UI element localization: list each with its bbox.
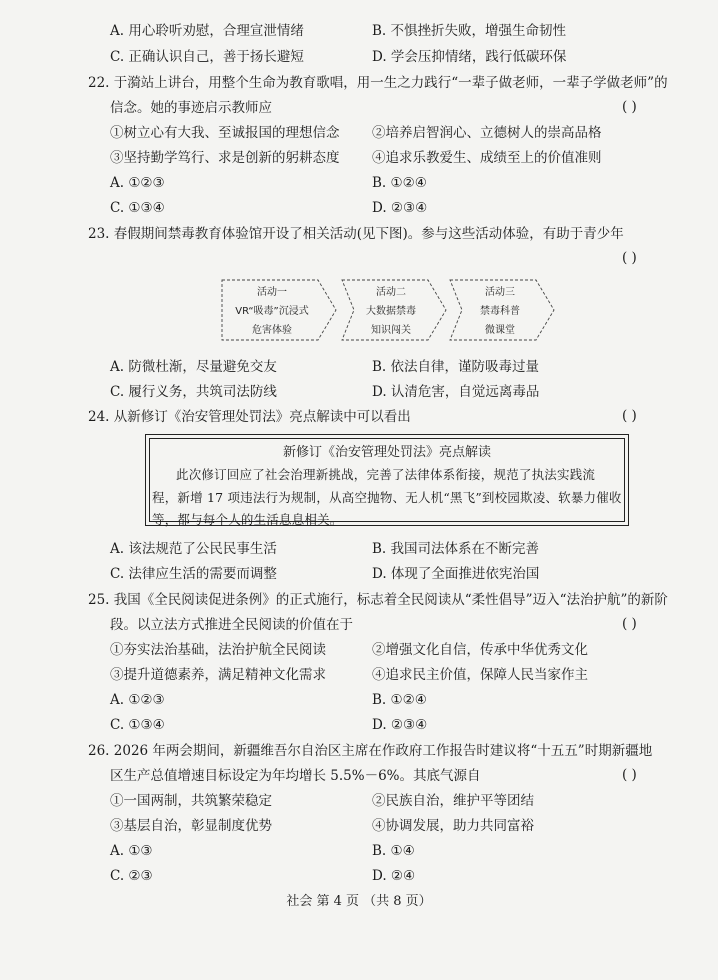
q25-option-d: D. ②③④: [372, 717, 428, 733]
flow-step-1-line2: VR“吸毒”沉浸式: [235, 306, 309, 317]
q22-item-4: ④追求乐教爱生、成绩至上的价值准则: [372, 150, 602, 166]
q23-option-b: B. 依法自律，谨防吸毒过量: [372, 359, 540, 375]
q25-item-4: ④追求民主价值，保障人民当家作主: [372, 667, 588, 683]
q24-material-line1: 此次修订回应了社会治理新挑战，完善了法律体系衔接，规范了执法实践流: [176, 467, 596, 482]
q22-option-d: D. ②③④: [372, 200, 428, 216]
flow-step-3-line3: 微课堂: [485, 325, 515, 336]
flow-step-2-line1: 活动二: [376, 287, 406, 298]
page-footer: 社会 第 4 页 （共 8 页）: [286, 894, 432, 909]
q23-stem: 23. 春假期间禁毒教育体验馆开设了相关活动(见下图)。参与这些活动体验，有助于青少年: [88, 226, 624, 242]
q23-option-a: A. 防微杜渐，尽量避免交友: [110, 359, 277, 375]
flow-step-3-line2: 禁毒科普: [480, 306, 520, 317]
q25-stem-line1: 25. 我国《全民阅读促进条例》的正式施行，标志着全民阅读从“柔性倡导”迈入“法治护航”的新阶: [88, 592, 668, 608]
q21-option-c: C. 正确认识自己，善于扬长避短: [110, 49, 304, 65]
flow-step-1: [222, 280, 336, 340]
q22-option-a: A. ①②③: [110, 175, 165, 191]
q22-option-b: B. ①②④: [372, 175, 427, 191]
flow-step-2: [342, 280, 446, 340]
q25-stem-line2: 段。以立法方式推进全民阅读的价值在于: [110, 617, 353, 633]
q25-item-3: ③提升道德素养，满足精神文化需求: [110, 667, 326, 683]
q22-stem-line2: 信念。她的事迹启示教师应: [110, 100, 272, 116]
q22-answer-paren: ( ): [622, 99, 637, 115]
q25-option-b: B. ①②④: [372, 692, 427, 708]
q25-option-a: A. ①②③: [110, 692, 165, 708]
flow-step-3: [450, 280, 554, 340]
q26-item-2: ②民族自治，维护平等团结: [372, 793, 534, 809]
q26-option-b: B. ①④: [372, 843, 415, 859]
q24-option-d: D. 体现了全面推进依宪治国: [372, 566, 540, 582]
q25-option-c: C. ①③④: [110, 717, 165, 733]
q24-option-c: C. 法律应生活的需要而调整: [110, 566, 277, 582]
q24-material-line2: 程，新增 17 项违法行为规制，从高空抛物、无人机“黑飞”到校园欺凌、软暴力催收: [152, 490, 622, 505]
q24-option-a: A. 该法规范了公民民事生活: [110, 541, 277, 557]
q23-answer-paren: ( ): [622, 250, 637, 266]
q22-item-2: ②培养启智润心、立德树人的崇高品格: [372, 125, 602, 141]
q25-answer-paren: ( ): [622, 616, 637, 632]
q26-item-4: ④协调发展，助力共同富裕: [372, 818, 534, 834]
q26-option-c: C. ②③: [110, 868, 153, 884]
q22-option-c: C. ①③④: [110, 200, 165, 216]
q26-option-d: D. ②④: [372, 868, 416, 884]
q26-stem-line1: 26. 2026 年两会期间，新疆维吾尔自治区主席在作政府工作报告时建议将“十五五”时期新疆地: [88, 743, 653, 759]
flow-step-3-line1: 活动三: [485, 287, 515, 298]
q23-option-d: D. 认清危害，自觉远离毒品: [372, 384, 540, 400]
flow-step-1-line1: 活动一: [257, 287, 287, 298]
q24-stem: 24. 从新修订《治安管理处罚法》亮点解读中可以看出: [88, 409, 411, 425]
q25-item-1: ①夯实法治基础，法治护航全民阅读: [110, 642, 326, 658]
q26-option-a: A. ①③: [110, 843, 153, 859]
q24-answer-paren: ( ): [622, 408, 637, 424]
q23-activity-flow: [220, 276, 560, 346]
q21-option-d: D. 学会压抑情绪，践行低碳环保: [372, 49, 567, 65]
flow-step-2-line3: 知识闯关: [371, 325, 411, 336]
q22-item-3: ③坚持勤学笃行、求是创新的躬耕态度: [110, 150, 340, 166]
q21-option-b: B. 不惧挫折失败，增强生命韧性: [372, 23, 567, 39]
q22-item-1: ①树立心有大我、至诚报国的理想信念: [110, 125, 340, 141]
q26-answer-paren: ( ): [622, 767, 637, 783]
q26-stem-line2: 区生产总值增速目标设定为年均增长 5.5%－6%。其底气源自: [110, 768, 481, 784]
flow-step-1-line3: 危害体验: [252, 325, 292, 336]
flow-step-2-line2: 大数据禁毒: [366, 306, 416, 317]
q21-option-a: A. 用心聆听劝慰，合理宣泄情绪: [110, 23, 304, 39]
q24-option-b: B. 我国司法体系在不断完善: [372, 541, 540, 557]
q26-item-1: ①一国两制，共筑繁荣稳定: [110, 793, 272, 809]
q26-item-3: ③基层自治，彰显制度优势: [110, 818, 272, 834]
q25-item-2: ②增强文化自信，传承中华优秀文化: [372, 642, 588, 658]
q24-material-title: 新修订《治安管理处罚法》亮点解读: [282, 445, 491, 460]
q24-material-line3: 等，都与每个人的生活息息相关。: [152, 512, 343, 527]
q23-option-c: C. 履行义务，共筑司法防线: [110, 384, 277, 400]
q22-stem-line1: 22. 于漪站上讲台，用整个生命为教育歌唱，用一生之力践行“一辈子做老师，一辈子学做老师”的: [88, 75, 668, 91]
